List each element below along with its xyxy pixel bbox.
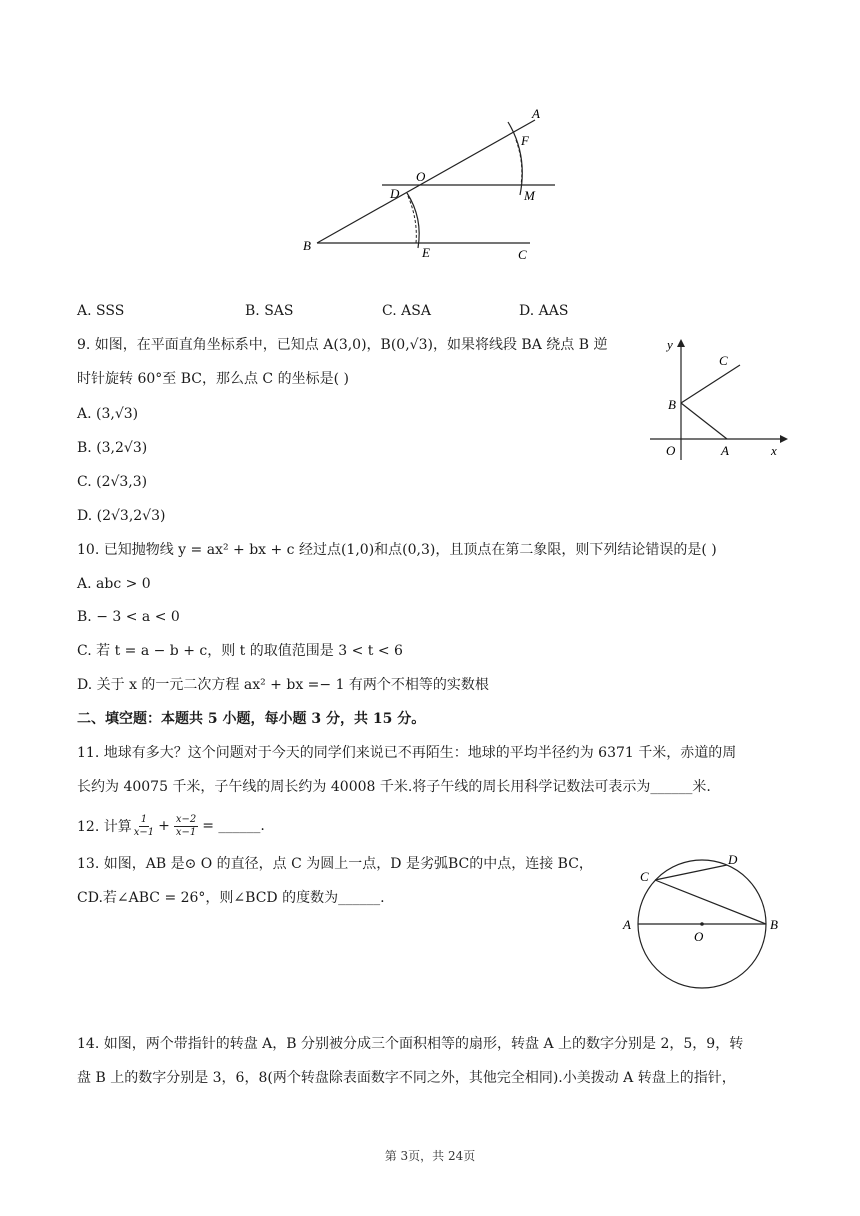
q8-option-b: B. SAS [245,303,294,319]
page-footer: 第 3页，共 24页 [384,1149,476,1163]
fig9-label-x: x [771,443,777,458]
fig8-label-c: C [518,247,527,262]
q10-option-a: A. abc > 0 [77,576,151,592]
q12-suffix: = ______. [202,818,265,834]
q9-option-b: B. (3,2√3) [77,440,148,456]
q12-fraction-2-numerator: x−2 [175,813,197,825]
q12-fraction-2-denominator: x−1 [175,826,197,838]
q10-option-d: D. 关于 x 的一元二次方程 ax² + bx =− 1 有两个不相等的实数根 [77,677,489,693]
fig13-label-b: B [770,917,778,932]
q12-fraction-1 [134,814,154,839]
fig13-label-d: D [728,852,738,867]
q13-stem-line2: CD.若∠ABC = 26°，则∠BCD 的度数为______. [77,890,385,906]
q9-option-d: D. (2√3,2√3) [77,508,166,524]
fig8-label-a: A [532,106,540,121]
q12-fraction-1-denominator: x−1 [133,826,155,838]
q8-option-d: D. AAS [519,303,569,319]
fig9-label-y: y [667,337,673,352]
section-fill-in-heading: 二、填空题：本题共 5 小题，每小题 3 分，共 15 分。 [77,711,426,727]
fig13-label-o: O [694,929,704,944]
q12-fraction-1-numerator: 1 [140,813,148,825]
q12-fraction-2 [174,814,198,839]
q8-geometry-figure [290,100,580,270]
q12-stem [77,808,265,844]
q13-circle-figure [620,848,790,993]
q8-option-c: C. ASA [382,303,431,319]
q11-stem-line2: 长约为 40075 千米，子午线的周长约为 40008 千米.将子午线的周长用科学记数法可表示为______米. [77,779,711,795]
q11-stem-line1: 11. 地球有多大？这个问题对于今天的同学们来说已不再陌生：地球的平均半径约为 6371 千米，赤道的周 [77,745,737,761]
q12-prefix: 12. 计算 [77,819,132,835]
fig8-label-e: E [422,245,430,260]
q9-stem-line2: 时针旋转 60°至 BC，那么点 C 的坐标是( ) [77,371,349,387]
fig13-label-a: A [623,917,631,932]
q14-stem-line1: 14. 如图，两个带指针的转盘 A，B 分别被分成三个面积相等的扇形，转盘 A 上的数字分别是 2，5，9，转 [77,1036,744,1052]
fig13-label-c: C [640,869,649,884]
fig8-label-b: B [303,238,311,253]
q9-coordinate-figure [645,335,795,465]
q10-option-b: B. − 3 < a < 0 [77,609,180,625]
q9-option-c: C. (2√3,3) [77,474,148,490]
fig9-label-o: O [666,443,676,458]
fig8-label-f: F [521,133,529,148]
q9-option-a: A. (3,√3) [77,406,139,422]
q9-stem-line1: 9. 如图，在平面直角坐标系中，已知点 A(3,0)，B(0,√3)，如果将线段 BA 绕点 B 逆 [77,337,608,353]
fig9-label-c: C [719,353,728,368]
fig8-label-o: O [416,169,426,184]
fig8-label-d: D [390,186,400,201]
q12-plus: + [158,818,170,834]
fig8-label-m: M [524,188,535,203]
fig9-label-a: A [721,443,729,458]
q14-stem-line2: 盘 B 上的数字分别是 3，6，8(两个转盘除表面数字不同之外，其他完全相同).小美拨动 A 转盘上的指针， [77,1070,736,1086]
fig9-label-b: B [668,397,676,412]
q13-stem-line1: 13. 如图，AB 是⊙ O 的直径，点 C 为圆上一点，D 是劣弧BC的中点，连接 BC， [77,856,593,872]
q8-option-a: A. SSS [77,303,125,319]
q10-option-c: C. 若 t = a − b + c，则 t 的取值范围是 3 < t < 6 [77,643,403,659]
q10-stem: 10. 已知抛物线 y = ax² + bx + c 经过点(1,0)和点(0,3)，且顶点在第二象限，则下列结论错误的是( ) [77,542,717,558]
